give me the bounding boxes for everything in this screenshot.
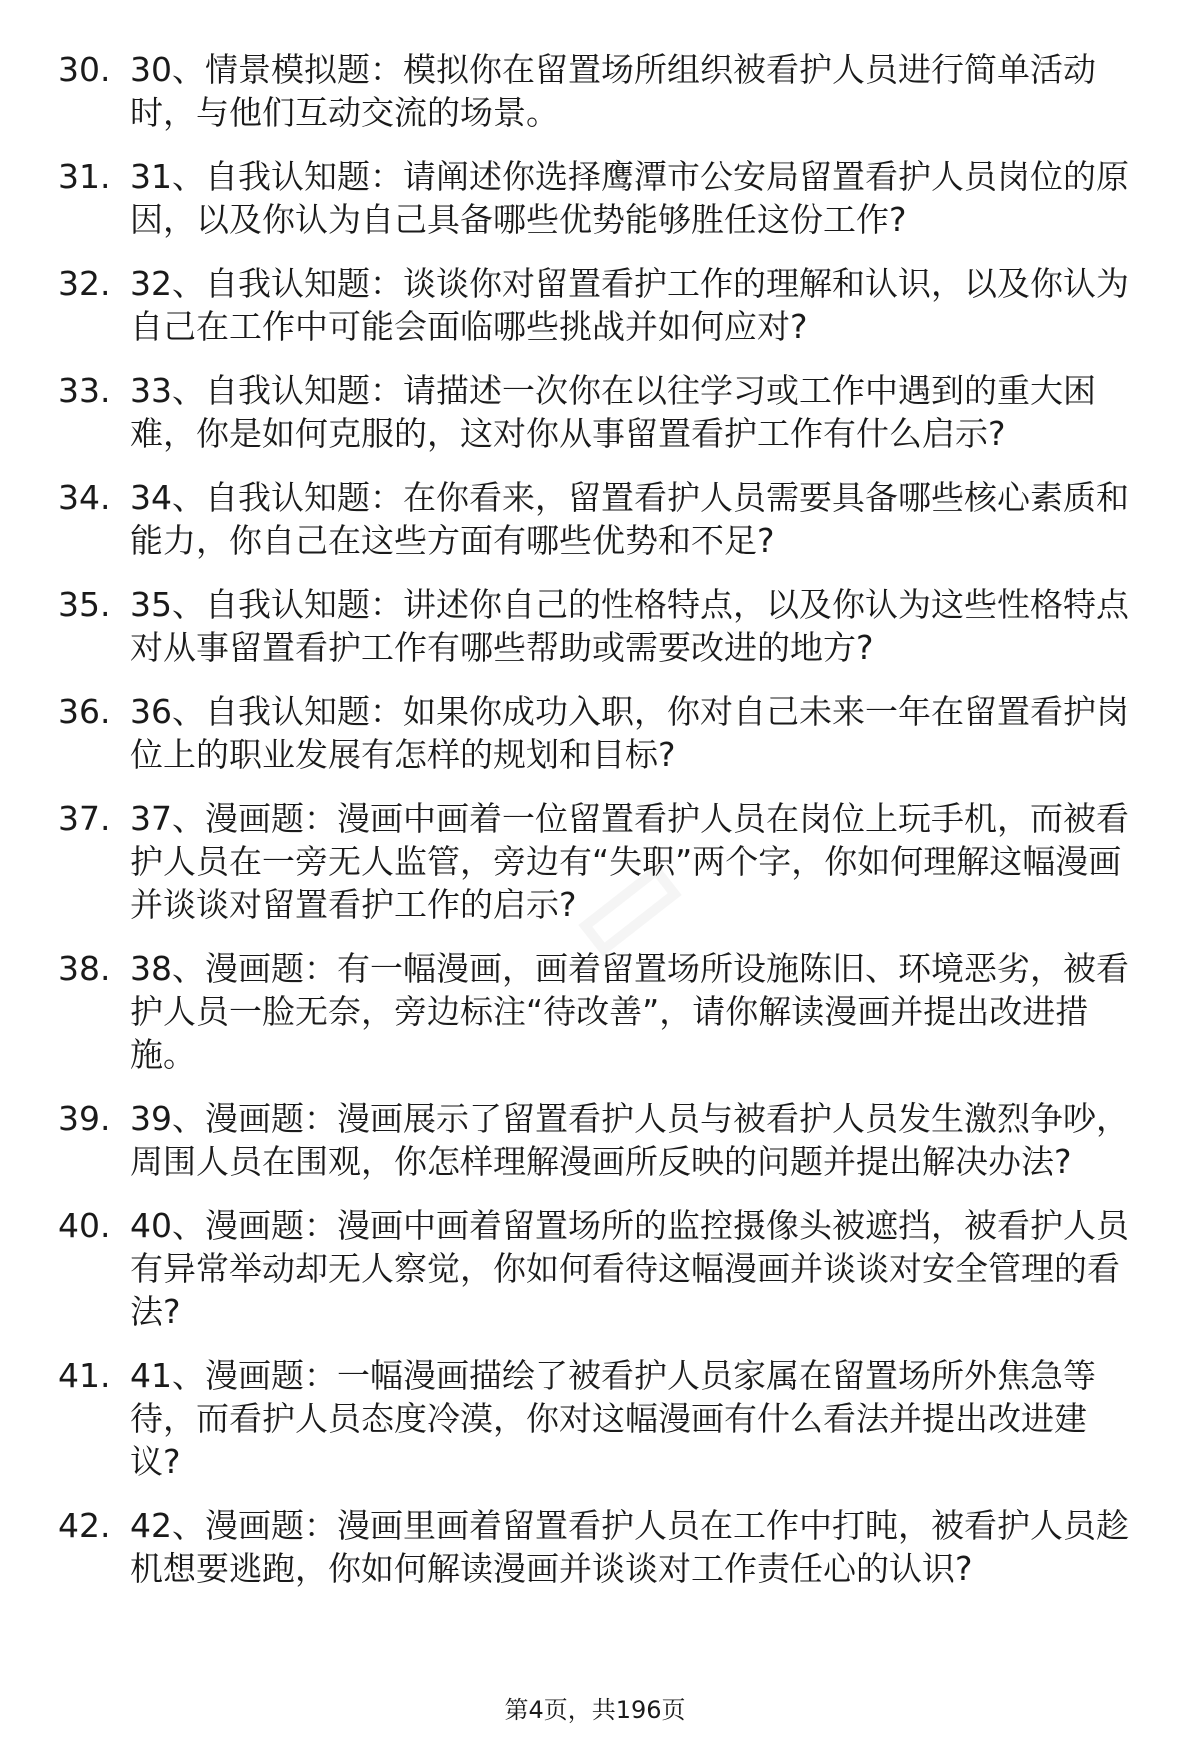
- question-text: 31、自我认知题：请阐述你选择鹰潭市公安局留置看护人员岗位的原因，以及你认为自己具备哪些优势能够胜任这份工作?: [130, 157, 1129, 239]
- question-number: 31.: [58, 157, 111, 196]
- question-text: 33、自我认知题：请描述一次你在以往学习或工作中遇到的重大困难，你是如何克服的，这对你从事留置看护工作有什么启示?: [130, 371, 1096, 453]
- question-text: 40、漫画题：漫画中画着留置场所的监控摄像头被遮挡，被看护人员有异常举动却无人察觉，你如何看待这幅漫画并谈谈对安全管理的看法?: [130, 1206, 1129, 1331]
- question-item: [58, 1354, 1158, 1483]
- question-list: [58, 48, 1158, 1611]
- question-number: 40.: [58, 1206, 111, 1245]
- question-number: 38.: [58, 949, 111, 988]
- question-number: 34.: [58, 478, 111, 517]
- question-item: [58, 155, 1158, 241]
- question-item: [58, 262, 1158, 348]
- page-footer: [0, 1690, 1190, 1725]
- question-item: [58, 1204, 1158, 1333]
- question-number: 32.: [58, 264, 111, 303]
- question-item: [58, 583, 1158, 669]
- question-number: 39.: [58, 1099, 111, 1138]
- question-number: 41.: [58, 1356, 111, 1395]
- question-text: 35、自我认知题：讲述你自己的性格特点，以及你认为这些性格特点对从事留置看护工作有哪些帮助或需要改进的地方?: [130, 585, 1129, 667]
- question-number: 35.: [58, 585, 111, 624]
- question-item: [58, 476, 1158, 562]
- question-text: 39、漫画题：漫画展示了留置看护人员与被看护人员发生激烈争吵，周围人员在围观，你怎样理解漫画所反映的问题并提出解决办法?: [130, 1099, 1129, 1181]
- question-text: 34、自我认知题：在你看来，留置看护人员需要具备哪些核心素质和能力，你自己在这些方面有哪些优势和不足?: [130, 478, 1129, 560]
- question-item: [58, 947, 1158, 1076]
- page-number-label: 第4页，共196页: [504, 1696, 686, 1724]
- question-item: [58, 797, 1158, 926]
- question-item: [58, 369, 1158, 455]
- question-item: [58, 1504, 1158, 1590]
- question-text: 32、自我认知题：谈谈你对留置看护工作的理解和认识，以及你认为自己在工作中可能会面临哪些挑战并如何应对?: [130, 264, 1129, 346]
- question-number: 30.: [58, 50, 111, 89]
- question-item: [58, 48, 1158, 134]
- question-number: 42.: [58, 1506, 111, 1545]
- question-item: [58, 690, 1158, 776]
- question-text: 36、自我认知题：如果你成功入职，你对自己未来一年在留置看护岗位上的职业发展有怎样的规划和目标?: [130, 692, 1129, 774]
- question-text: 38、漫画题：有一幅漫画，画着留置场所设施陈旧、环境恶劣，被看护人员一脸无奈，旁边标注“待改善”，请你解读漫画并提出改进措施。: [130, 949, 1129, 1074]
- question-number: 37.: [58, 799, 111, 838]
- question-number: 36.: [58, 692, 111, 731]
- question-text: 41、漫画题：一幅漫画描绘了被看护人员家属在留置场所外焦急等待，而看护人员态度冷漠，你对这幅漫画有什么看法并提出改进建议?: [130, 1356, 1096, 1481]
- question-number: 33.: [58, 371, 111, 410]
- question-item: [58, 1097, 1158, 1183]
- question-text: 42、漫画题：漫画里画着留置看护人员在工作中打盹，被看护人员趁机想要逃跑，你如何解读漫画并谈谈对工作责任心的认识?: [130, 1506, 1129, 1588]
- question-text: 37、漫画题：漫画中画着一位留置看护人员在岗位上玩手机，而被看护人员在一旁无人监管，旁边有“失职”两个字，你如何理解这幅漫画并谈谈对留置看护工作的启示?: [130, 799, 1129, 924]
- question-text: 30、情景模拟题：模拟你在留置场所组织被看护人员进行简单活动时，与他们互动交流的场景。: [130, 50, 1096, 132]
